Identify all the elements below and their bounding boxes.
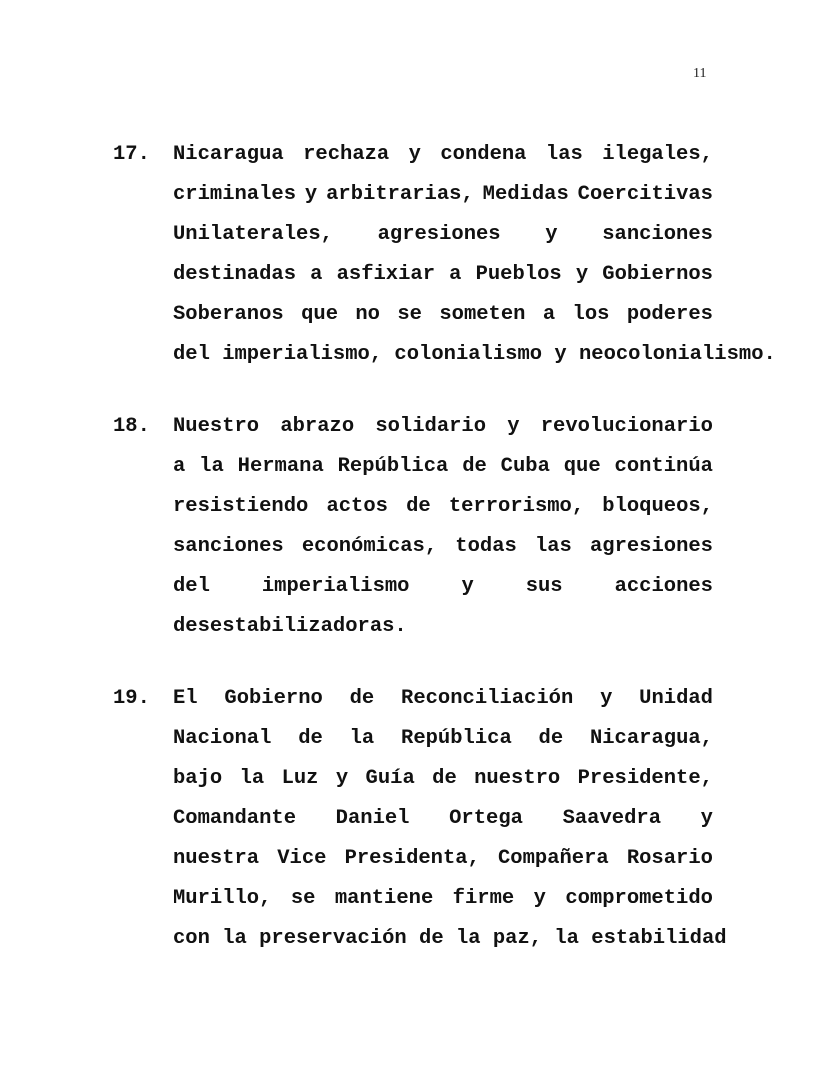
word: de (406, 495, 431, 518)
paragraph-line (173, 175, 713, 215)
paragraph-line (173, 799, 713, 839)
paragraph-line (173, 759, 713, 799)
word: no (355, 303, 380, 326)
list-item-17 (113, 135, 776, 375)
word: la (239, 767, 265, 790)
word: a (173, 455, 186, 478)
word: de (432, 767, 457, 790)
word: terrorismo, (448, 495, 585, 518)
word: de (298, 727, 323, 750)
word: continúa (614, 455, 713, 478)
word: y (335, 767, 349, 790)
paragraph-line (173, 447, 713, 487)
word: imperialismo (261, 575, 410, 598)
word: a (449, 263, 462, 286)
word: y (700, 807, 713, 830)
word: a (542, 303, 556, 326)
word: bajo (173, 767, 223, 790)
word: la (349, 727, 375, 750)
word: actos (326, 495, 388, 518)
word: y (533, 887, 546, 910)
word: ilegales, (602, 143, 713, 166)
word: Rosario (626, 847, 713, 870)
word: agresiones (377, 223, 501, 246)
word: y (575, 263, 589, 286)
word: revolucionario (540, 415, 713, 438)
paragraph-line: desestabilizadoras. (173, 615, 407, 638)
word: a (310, 263, 323, 286)
word: comprometido (565, 887, 713, 910)
item-number: 19. (113, 687, 150, 710)
word: nuestro (474, 767, 561, 790)
word: Cuba (500, 455, 550, 478)
word: Guía (365, 767, 415, 790)
word: y (507, 415, 520, 438)
word: arbitrarias, (326, 183, 474, 206)
paragraph-line: con la preservación de la paz, la estabilidad (173, 927, 727, 950)
word: Compañera (498, 847, 609, 870)
list-item-19 (113, 679, 727, 959)
word: Unidad (639, 687, 713, 710)
word: de (349, 687, 375, 710)
paragraph-line (173, 215, 713, 255)
word: destinadas (173, 263, 297, 286)
word: Saavedra (562, 807, 661, 830)
word: las (545, 143, 583, 166)
paragraph-line (173, 879, 713, 919)
word: económicas, (301, 535, 438, 558)
paragraph-line (173, 487, 713, 527)
word: de (538, 727, 564, 750)
word: Coercitivas (577, 183, 713, 206)
word: todas (455, 535, 517, 558)
word: bloqueos, (602, 495, 713, 518)
word: solidario (375, 415, 487, 438)
word: Presidente, (577, 767, 713, 790)
word: sus (525, 575, 563, 598)
list-item-18 (113, 407, 713, 647)
word: Presidenta, (344, 847, 480, 870)
word: y (408, 143, 421, 166)
item-number: 18. (113, 415, 150, 438)
page-number: 11 (693, 66, 707, 81)
paragraph-line (173, 679, 713, 719)
word: Unilaterales, (173, 223, 333, 246)
word: resistiendo (173, 495, 309, 518)
word: sanciones (173, 535, 284, 558)
word: Nicaragua, (589, 727, 713, 750)
word: República (401, 727, 512, 750)
word: nuestra (173, 847, 260, 870)
word: Medidas (482, 183, 569, 206)
word: Gobiernos (602, 263, 713, 286)
word: abrazo (280, 415, 355, 438)
word: rechaza (303, 143, 390, 166)
word: criminales (173, 183, 297, 206)
word: del (173, 575, 210, 598)
word: Comandante (173, 807, 297, 830)
word: Nicaragua (173, 143, 284, 166)
word: la (199, 455, 224, 478)
word: acciones (614, 575, 713, 598)
word: someten (439, 303, 526, 326)
word: Daniel (335, 807, 410, 830)
word: agresiones (589, 535, 713, 558)
word: Ortega (449, 807, 523, 830)
word: que (301, 303, 338, 326)
word: Luz (281, 767, 319, 790)
word: se (397, 303, 422, 326)
paragraph-line (173, 407, 713, 447)
word: firme (452, 887, 515, 910)
word: se (290, 887, 316, 910)
word: Gobierno (224, 687, 323, 710)
paragraph-line (173, 527, 713, 567)
word: Nacional (173, 727, 272, 750)
word: que (563, 455, 601, 478)
paragraph-line: del imperialismo, colonialismo y neocolonialismo. (173, 343, 776, 366)
word: asfixiar (336, 263, 436, 286)
word: y (545, 223, 558, 246)
word: República (337, 455, 449, 478)
word: Nuestro (173, 415, 260, 438)
item-number: 17. (113, 143, 150, 166)
paragraph-line (173, 719, 713, 759)
word: mantiene (334, 887, 434, 910)
word: los (572, 303, 610, 326)
paragraph-line (173, 135, 713, 175)
word: y (461, 575, 474, 598)
word: El (173, 687, 198, 710)
word: poderes (626, 303, 713, 326)
word: Reconciliación (401, 687, 574, 710)
word: Hermana (237, 455, 324, 478)
word: las (534, 535, 572, 558)
word: Soberanos (173, 303, 284, 326)
word: de (462, 455, 487, 478)
word: sanciones (602, 223, 713, 246)
word: y (600, 687, 613, 710)
word: y (304, 183, 318, 206)
paragraph-line (173, 567, 713, 607)
word: condena (440, 143, 527, 166)
paragraph-line (173, 255, 713, 295)
word: Pueblos (475, 263, 562, 286)
paragraph-line (173, 295, 713, 335)
word: Murillo, (173, 887, 272, 910)
paragraph-line (173, 839, 713, 879)
word: Vice (277, 847, 327, 870)
